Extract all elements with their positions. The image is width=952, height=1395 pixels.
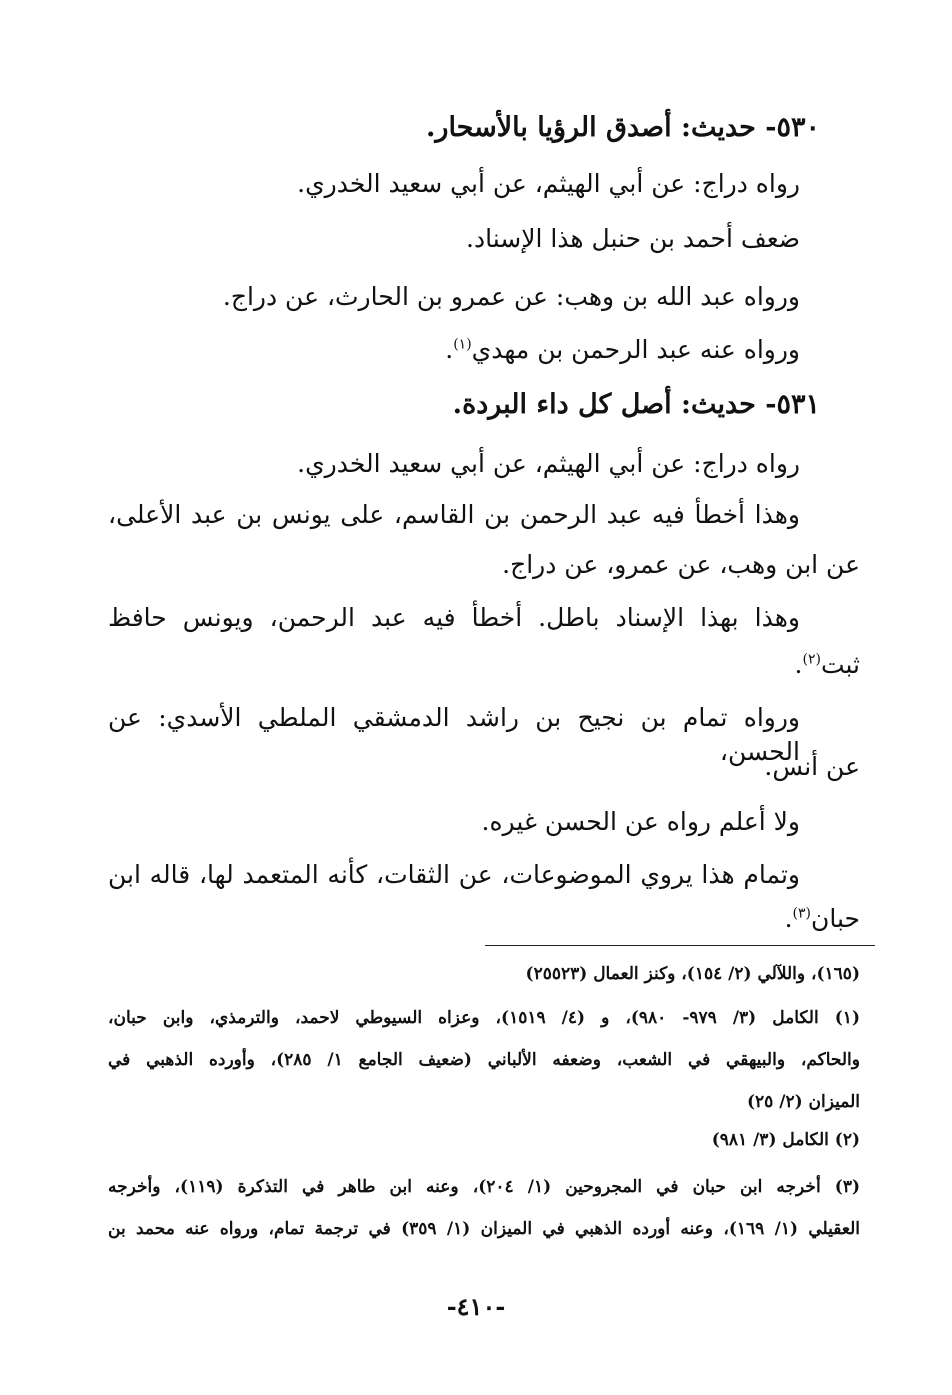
text-line: وهذا بهذا الإسناد باطل. أخطأ فيه عبد الرحمن، ويونس حافظ bbox=[108, 603, 800, 632]
text-line: حبان bbox=[811, 904, 860, 933]
text-line: عن ابن وهب، عن عمرو، عن دراج. bbox=[502, 550, 860, 579]
text-line-with-note bbox=[785, 902, 860, 936]
footnote-carryover: (١٦٥)، واللآلي (٢/ ١٥٤)، وكنز العمال (٢٥٥٢٣) bbox=[525, 964, 860, 984]
text-line: ورواه تمام بن نجيح بن راشد الدمشقي الملطي الأسدي: عن الحسن، bbox=[108, 703, 800, 766]
footnote-2: (٢) الكامل (٣/ ٩٨١) bbox=[711, 1130, 860, 1150]
text-line: ولا أعلم رواه عن الحسن غيره. bbox=[481, 807, 800, 836]
text-line: ورواه عنه عبد الرحمن بن مهدي bbox=[471, 335, 800, 364]
text-line: عن أنس. bbox=[764, 752, 860, 781]
footnote-separator bbox=[485, 945, 875, 946]
period: . bbox=[794, 650, 803, 679]
text-line: ضعف أحمد بن حنبل هذا الإسناد. bbox=[466, 224, 800, 253]
footnote-3: (٣) أخرجه ابن حبان في المجروحين (١/ ٢٠٤)، وعنه ابن طاهر في التذكرة (١١٩)، وأخرجه bbox=[108, 1177, 860, 1197]
hadith-530-heading: ٥٣٠- حديث: أصدق الرؤيا بالأسحار. bbox=[426, 112, 820, 143]
footnote-ref-3: (٣) bbox=[792, 905, 812, 922]
footnote-ref-1: (١) bbox=[453, 336, 472, 353]
text-line: وهذا أخطأ فيه عبد الرحمن بن القاسم، على يونس بن عبد الأعلى، bbox=[108, 500, 800, 529]
text-line-with-note bbox=[795, 648, 860, 682]
text-line: رواه دراج: عن أبي الهيثم، عن أبي سعيد الخدري. bbox=[297, 169, 800, 198]
period: . bbox=[784, 904, 793, 933]
footnote-1: (١) الكامل (٣/ ٩٧٩- ٩٨٠)، و (٤/ ١٥١٩)، وعزاه السيوطي لاحمد، والترمذي، وابن حبان، bbox=[108, 1008, 860, 1028]
text-line: رواه دراج: عن أبي الهيثم، عن أبي سعيد الخدري. bbox=[297, 449, 800, 478]
footnote-1-cont: الميزان (٢/ ٢٥) bbox=[746, 1092, 860, 1112]
period: . bbox=[445, 335, 454, 364]
footnote-3-cont: العقيلي (١/ ١٦٩)، وعنه أورده الذهبي في الميزان (١/ ٣٥٩) في ترجمة تمام، ورواه عنه محمد بن bbox=[108, 1219, 860, 1239]
footnote-ref-2: (٢) bbox=[802, 651, 821, 668]
text-line: ثبت bbox=[820, 650, 860, 679]
page-number: -٤١٠- bbox=[446, 1292, 506, 1321]
text-line-with-note bbox=[445, 333, 800, 367]
text-line: ورواه عبد الله بن وهب: عن عمرو بن الحارث، عن دراج. bbox=[222, 282, 800, 311]
hadith-531-heading: ٥٣١- حديث: أصل كل داء البردة. bbox=[452, 389, 820, 420]
text-line: وتمام هذا يروي الموضوعات، عن الثقات، كأنه المتعمد لها، قاله ابن bbox=[108, 860, 800, 889]
footnote-1-cont: والحاكم، والبيهقي في الشعب، وضعفه الألباني (ضعيف الجامع ١/ ٢٨٥)، وأورده الذهبي في bbox=[108, 1050, 860, 1070]
